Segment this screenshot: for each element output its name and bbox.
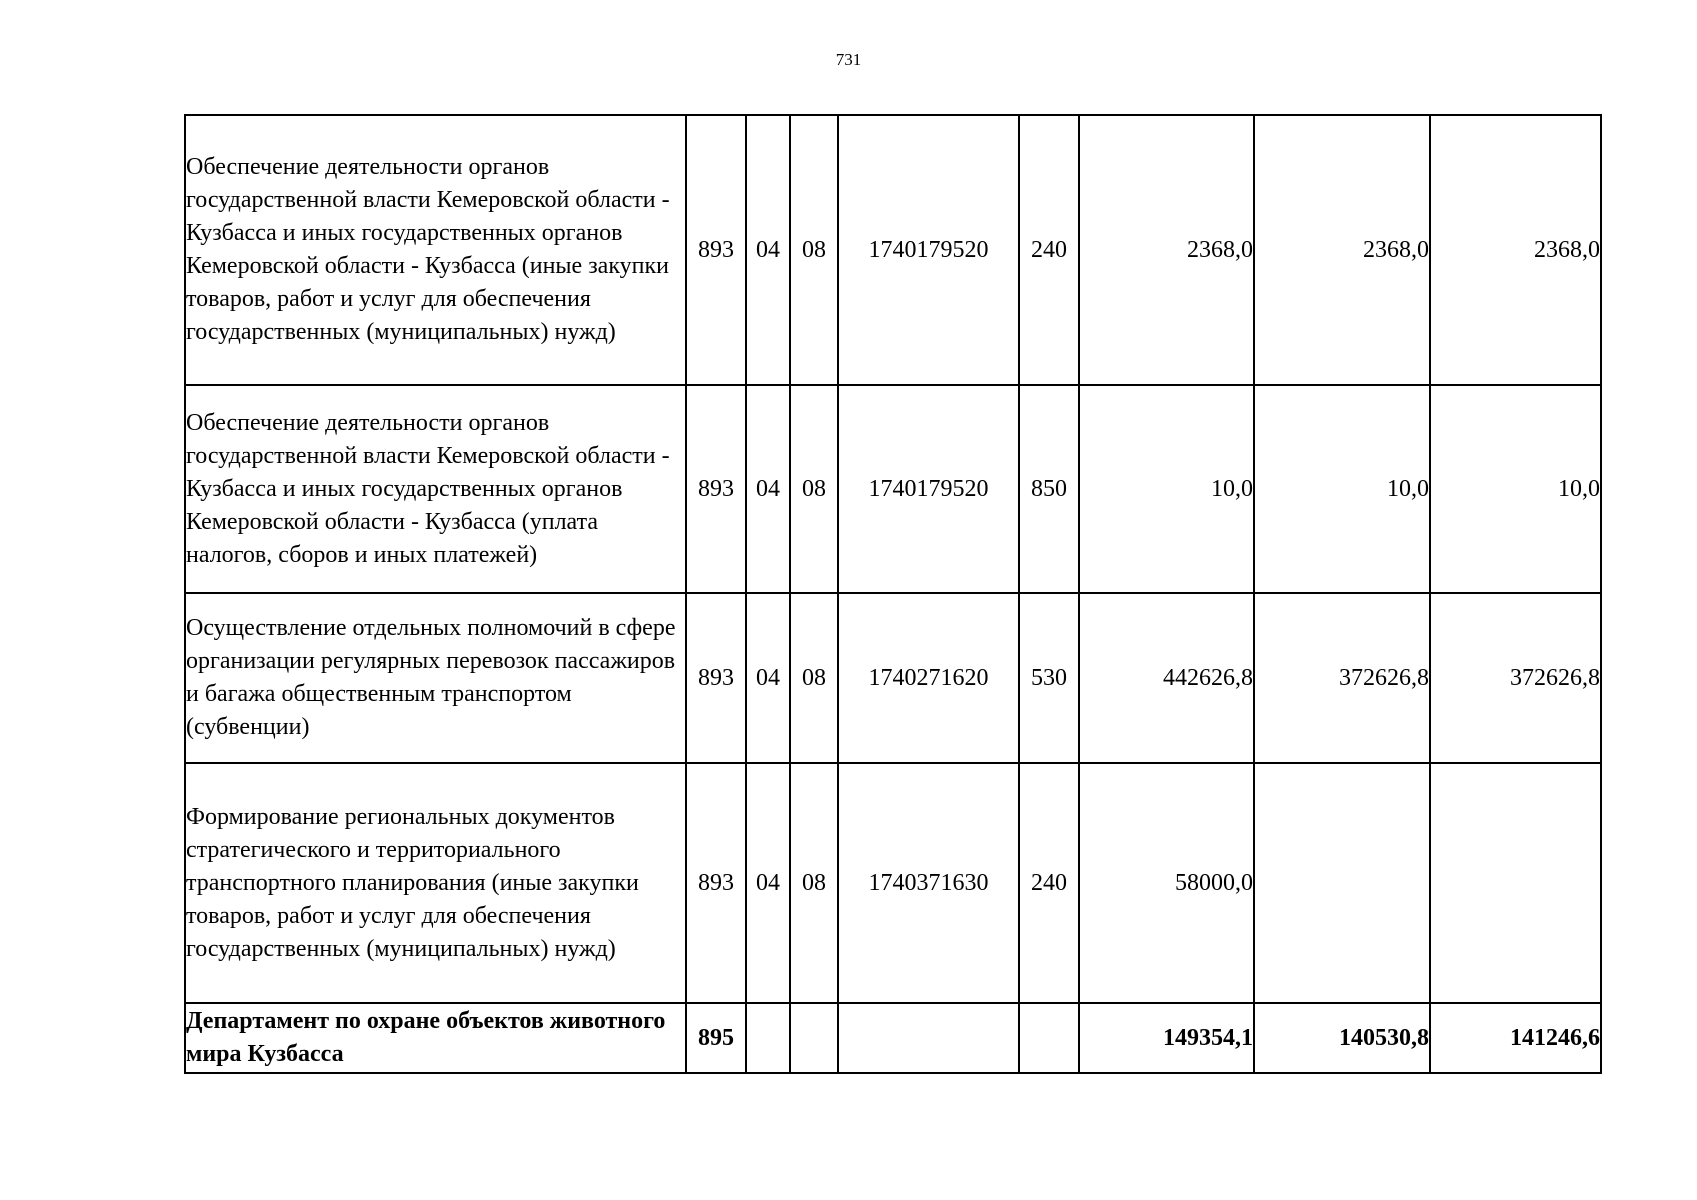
expense-type-code: 240 xyxy=(1019,115,1079,385)
amount-year-2: 140530,8 xyxy=(1254,1003,1430,1073)
amount-year-3: 372626,8 xyxy=(1430,593,1601,763)
ministry-code: 893 xyxy=(686,385,746,593)
target-article-code xyxy=(838,1003,1019,1073)
amount-year-2: 10,0 xyxy=(1254,385,1430,593)
subsection-code: 08 xyxy=(790,763,838,1003)
amount-year-1: 149354,1 xyxy=(1079,1003,1254,1073)
ministry-code: 893 xyxy=(686,763,746,1003)
ministry-code: 895 xyxy=(686,1003,746,1073)
amount-year-1: 58000,0 xyxy=(1079,763,1254,1003)
ministry-code: 893 xyxy=(686,115,746,385)
target-article-code: 1740179520 xyxy=(838,385,1019,593)
row-description: Обеспечение деятельности органов государственной власти Кемеровской области - Кузбасса и иных государственных органов Кемеровской области - Кузбасса (иные закупки товаров, работ и услуг для обеспечения государственных (муниципальных) нужд) xyxy=(185,115,686,385)
budget-table xyxy=(184,114,1602,1074)
expense-type-code: 240 xyxy=(1019,763,1079,1003)
subsection-code: 08 xyxy=(790,115,838,385)
table-row xyxy=(185,115,1601,385)
section-code: 04 xyxy=(746,593,790,763)
target-article-code: 1740371630 xyxy=(838,763,1019,1003)
row-description: Осуществление отдельных полномочий в сфере организации регулярных перевозок пассажиров и багажа общественным транспортом (субвенции) xyxy=(185,593,686,763)
amount-year-3: 141246,6 xyxy=(1430,1003,1601,1073)
table-row-total xyxy=(185,1003,1601,1073)
expense-type-code: 850 xyxy=(1019,385,1079,593)
amount-year-3: 10,0 xyxy=(1430,385,1601,593)
row-description: Департамент по охране объектов животного мира Кузбасса xyxy=(185,1003,686,1073)
section-code xyxy=(746,1003,790,1073)
subsection-code xyxy=(790,1003,838,1073)
page-number: 731 xyxy=(835,50,862,69)
expense-type-code: 530 xyxy=(1019,593,1079,763)
amount-year-2: 2368,0 xyxy=(1254,115,1430,385)
ministry-code: 893 xyxy=(686,593,746,763)
amount-year-3: 2368,0 xyxy=(1430,115,1601,385)
amount-year-1: 442626,8 xyxy=(1079,593,1254,763)
table-row xyxy=(185,385,1601,593)
row-description: Формирование региональных документов стратегического и территориального транспортного планирования (иные закупки товаров, работ и услуг для обеспечения государственных (муниципальных) нужд) xyxy=(185,763,686,1003)
table-row xyxy=(185,763,1601,1003)
amount-year-1: 2368,0 xyxy=(1079,115,1254,385)
amount-year-3 xyxy=(1430,763,1601,1003)
target-article-code: 1740271620 xyxy=(838,593,1019,763)
section-code: 04 xyxy=(746,763,790,1003)
expense-type-code xyxy=(1019,1003,1079,1073)
row-description: Обеспечение деятельности органов государственной власти Кемеровской области - Кузбасса и иных государственных органов Кемеровской области - Кузбасса (уплата налогов, сборов и иных платежей) xyxy=(185,385,686,593)
amount-year-1: 10,0 xyxy=(1079,385,1254,593)
section-code: 04 xyxy=(746,385,790,593)
section-code: 04 xyxy=(746,115,790,385)
amount-year-2: 372626,8 xyxy=(1254,593,1430,763)
amount-year-2 xyxy=(1254,763,1430,1003)
subsection-code: 08 xyxy=(790,385,838,593)
target-article-code: 1740179520 xyxy=(838,115,1019,385)
table-row xyxy=(185,593,1601,763)
subsection-code: 08 xyxy=(790,593,838,763)
